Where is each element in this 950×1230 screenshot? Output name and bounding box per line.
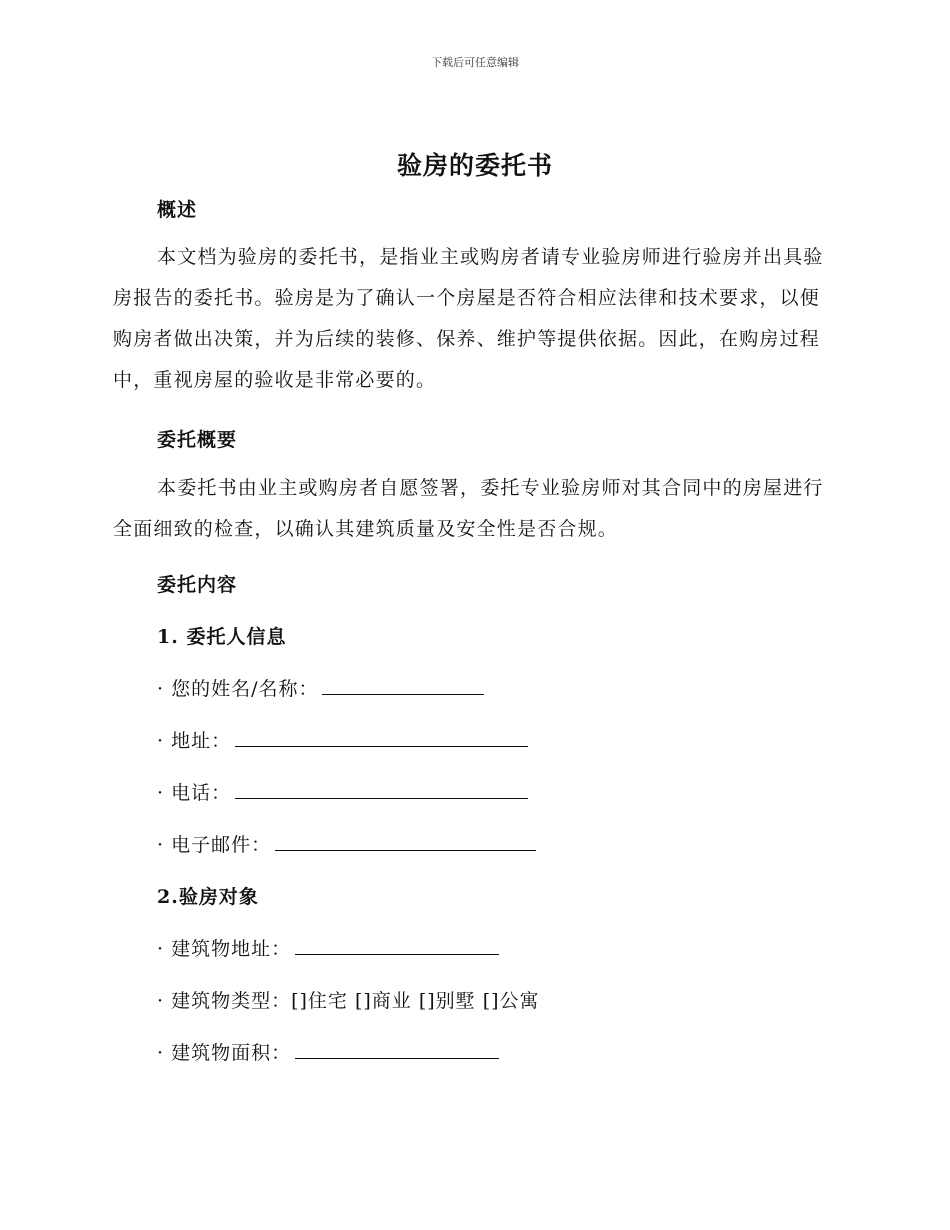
field-building-type-label: · 建筑物类型： [157, 990, 292, 1012]
document-title: 验房的委托书 [396, 151, 553, 180]
heading-content: 委托内容 [157, 574, 238, 596]
building-type-options[interactable]: []住宅 []商业 []别墅 []公寓 [291, 990, 540, 1012]
field-phone-label: · 电话： [157, 782, 232, 804]
email-blank-line[interactable] [275, 832, 536, 851]
heading-client-info: 1. 委托人信息 [157, 626, 287, 648]
building-area-blank-line[interactable] [295, 1040, 499, 1059]
phone-blank-line[interactable] [235, 780, 528, 799]
heading-overview: 概述 [157, 199, 198, 221]
building-address-blank-line[interactable] [295, 936, 499, 955]
heading-inspection-object: 2.验房对象 [157, 886, 259, 908]
field-name-label: · 您的姓名/名称： [157, 678, 319, 700]
field-building-area [157, 1038, 499, 1065]
field-building-address-label: · 建筑物地址： [157, 938, 292, 960]
field-email [157, 830, 536, 857]
field-address-label: · 地址： [157, 730, 232, 752]
header-note: 下载后可任意编辑 [431, 56, 519, 69]
field-name [157, 674, 484, 701]
field-building-address [157, 934, 499, 961]
heading-summary: 委托概要 [157, 429, 238, 451]
address-blank-line[interactable] [235, 728, 528, 747]
paragraph-summary: 本委托书由业主或购房者自愿签署，委托专业验房师对其合同中的房屋进行全面细致的检查，以确认其建筑质量及安全性是否合规。 [113, 477, 824, 540]
field-phone [157, 778, 528, 805]
field-building-type [157, 986, 540, 1013]
name-blank-line[interactable] [322, 676, 484, 695]
field-address [157, 726, 528, 753]
field-email-label: · 电子邮件： [157, 834, 272, 856]
paragraph-overview: 本文档为验房的委托书，是指业主或购房者请专业验房师进行验房并出具验房报告的委托书。验房是为了确认一个房屋是否符合相应法律和技术要求，以便购房者做出决策，并为后续的装修、保养、维护等提供依据。因此，在购房过程中，重视房屋的验收是非常必要的。 [113, 246, 824, 391]
field-building-area-label: · 建筑物面积： [157, 1042, 292, 1064]
